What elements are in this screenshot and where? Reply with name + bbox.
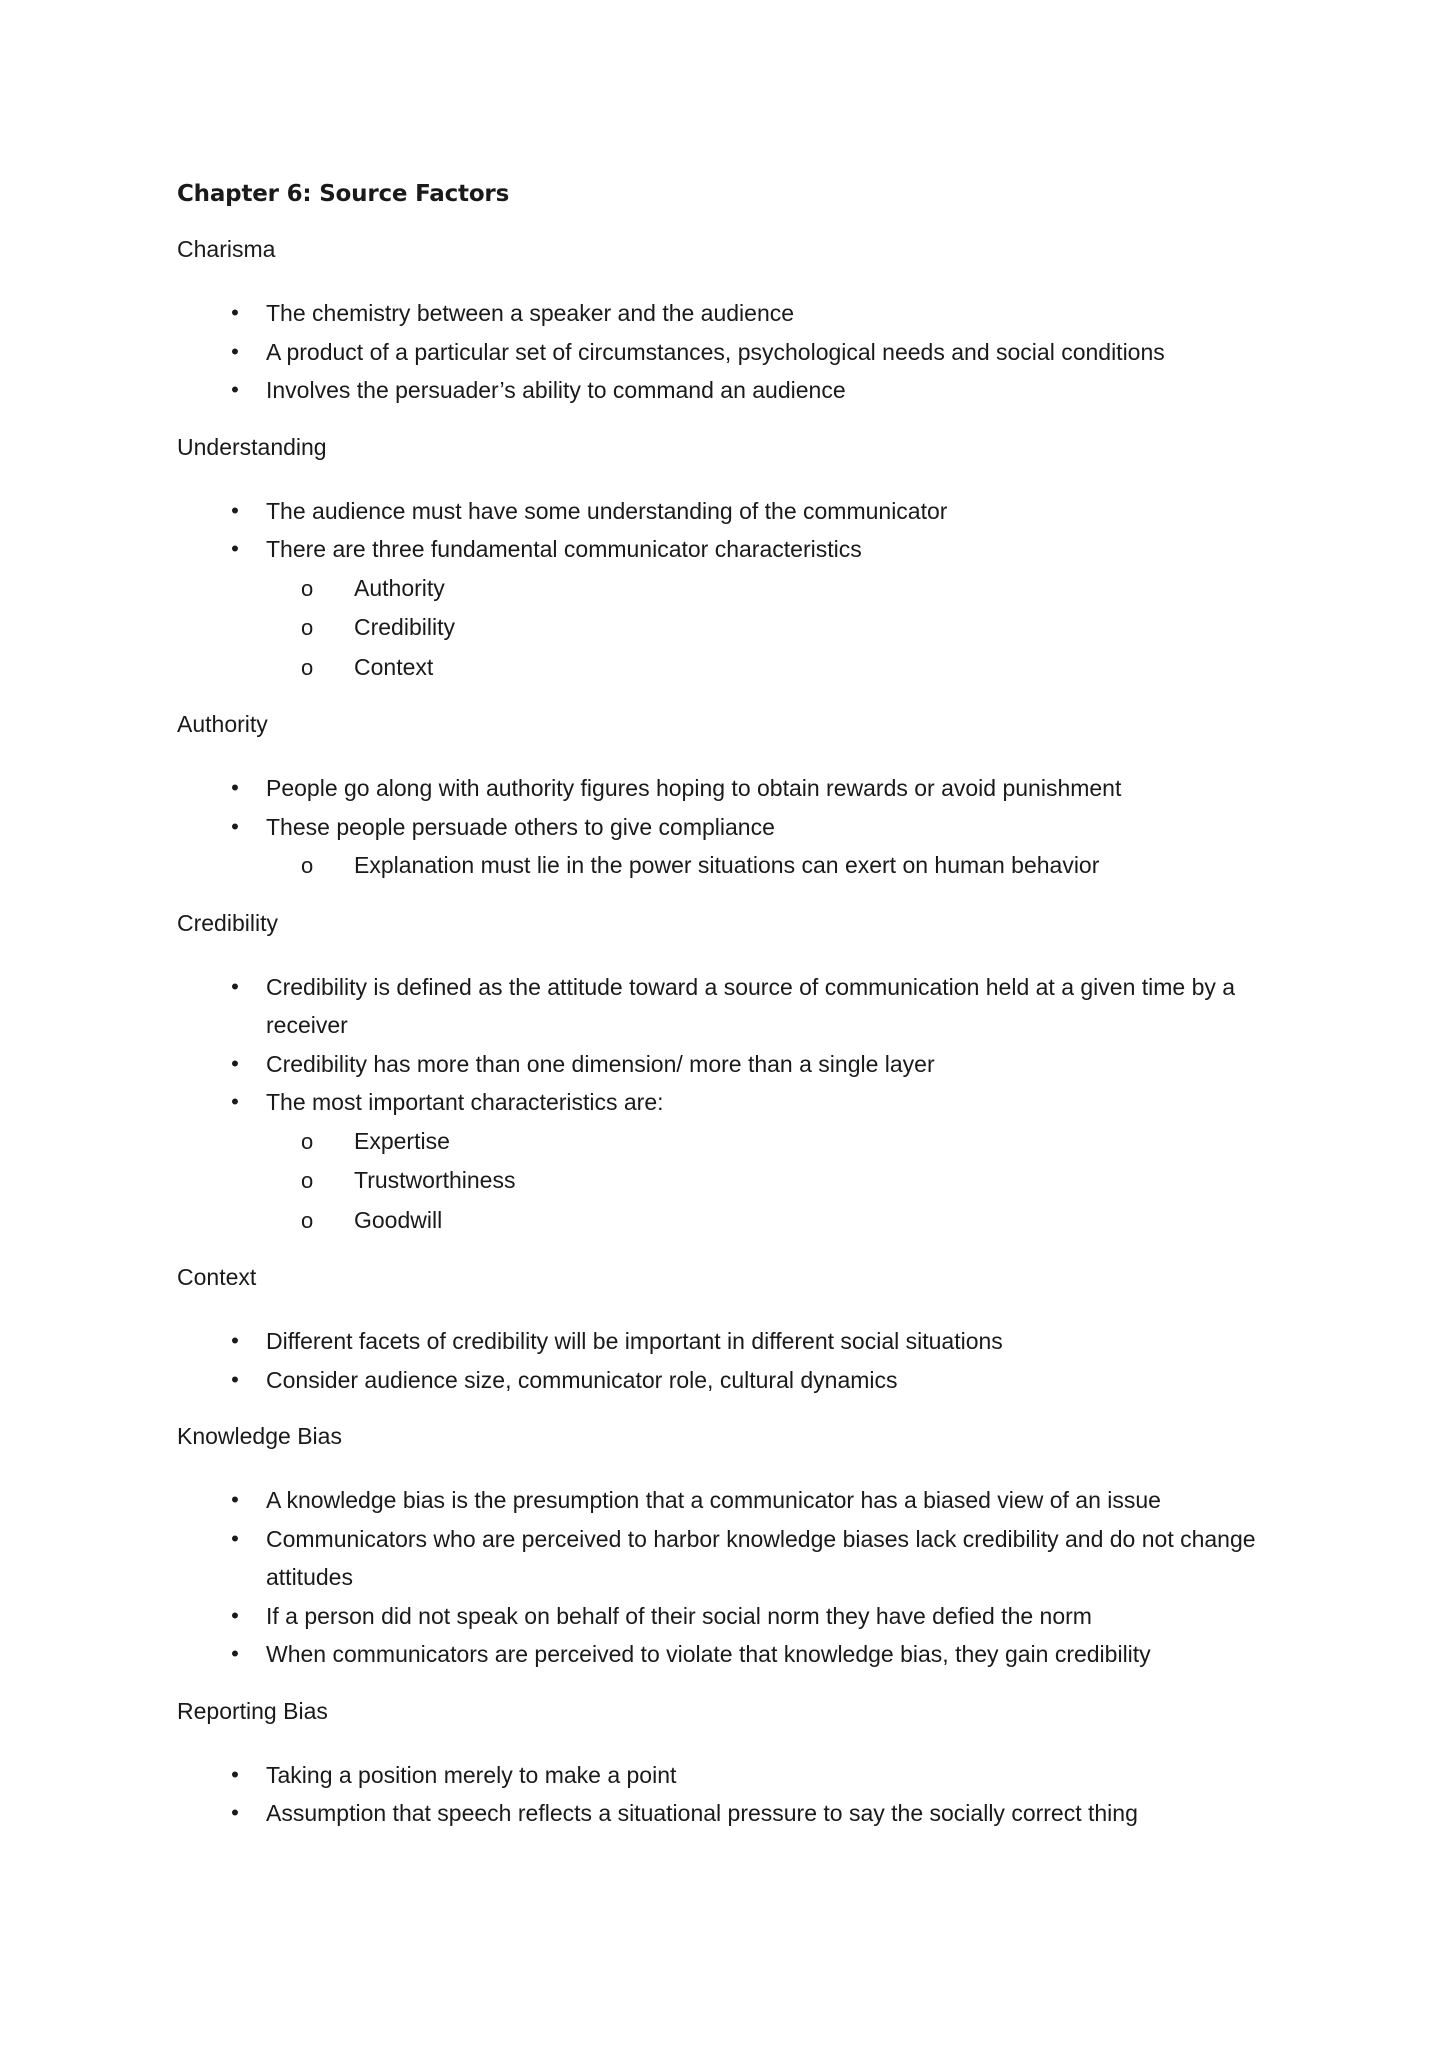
bullet-dot-icon: • [231,973,239,999]
bullet-dot-icon: • [231,1761,239,1787]
section-authority [177,707,1296,886]
bullet-item [177,294,1296,333]
sub-bullet-text: Explanation must lie in the power situations can exert on human behavior [354,852,1100,878]
bullet-item [177,371,1296,410]
sub-bullet-item [265,1201,1296,1241]
sub-bullet-text: Context [354,653,434,680]
bullet-dot-icon: • [231,1089,239,1114]
bullet-item [177,1045,1296,1084]
bullet-item [177,769,1296,808]
sub-bullet-circle-icon: o [301,1168,314,1193]
sub-bullet-list [265,1122,1296,1241]
sub-bullet-item [265,846,1296,886]
bullet-text: Different facets of credibility will be important in different social situations [266,1328,1003,1354]
bullet-item [177,1083,1296,1240]
bullet-dot-icon: • [231,1525,239,1551]
sub-bullet-text: Trustworthiness [354,1167,516,1193]
bullet-list [177,968,1296,1241]
bullet-dot-icon: • [231,377,239,402]
sub-bullet-text: Credibility [354,614,455,640]
bullet-dot-icon: • [231,813,239,839]
sub-bullet-list [265,846,1296,886]
bullet-text: Credibility has more than one dimension/ more than a single layer [266,1050,935,1077]
bullet-list [177,1322,1296,1399]
bullet-list [177,1756,1296,1833]
bullet-dot-icon: • [231,536,239,561]
section-heading: Understanding [177,433,327,460]
bullet-dot-icon: • [231,497,239,523]
section-understanding [177,430,1296,688]
bullet-text: There are three fundamental communicator characteristics [266,536,862,562]
sub-bullet-item [265,1161,1296,1201]
bullet-dot-icon: • [231,1641,239,1666]
bullet-text: The chemistry between a speaker and the audience [266,300,795,326]
bullet-text: When communicators are perceived to violate that knowledge bias, they gain credibility [266,1641,1151,1667]
sub-bullet-item [265,569,1296,609]
section-charisma [177,232,1296,410]
bullet-text: A knowledge bias is the presumption that a communicator has a biased view of an issue [266,1487,1161,1513]
bullet-dot-icon: • [231,300,239,325]
bullet-item [177,808,1296,886]
sub-bullet-circle-icon: o [301,853,314,878]
bullet-dot-icon: • [231,1602,239,1628]
bullet-text: Involves the persuader’s ability to command an audience [266,377,846,403]
bullet-dot-icon: • [231,1800,239,1825]
bullet-item [177,968,1296,1045]
bullet-dot-icon: • [231,1328,239,1353]
section-credibility [177,906,1296,1241]
bullet-dot-icon: • [231,1050,239,1076]
bullet-item [177,1361,1296,1400]
bullet-list [177,1481,1296,1674]
document-title: Chapter 6: Source Factors [177,181,510,207]
sub-bullet-text: Expertise [354,1127,450,1154]
sub-bullet-circle-icon: o [301,1128,314,1154]
sub-bullet-circle-icon: o [301,654,314,680]
bullet-text: Assumption that speech reflects a situational pressure to say the socially correct thing [266,1800,1138,1826]
bullet-text: Consider audience size, communicator role, cultural dynamics [266,1366,898,1393]
section-reporting-bias [177,1694,1296,1833]
bullet-dot-icon: • [231,1487,239,1512]
bullet-list [177,769,1296,886]
document-body [177,232,1296,1833]
sub-bullet-circle-icon: o [301,1207,314,1233]
bullet-item [177,1794,1296,1833]
bullet-item [177,1322,1296,1361]
sub-bullet-item [265,608,1296,648]
bullet-text: A product of a particular set of circumstances, psychological needs and social conditions [266,338,1165,365]
section-knowledge-bias [177,1419,1296,1674]
sub-bullet-text: Goodwill [354,1206,443,1233]
bullet-text: Credibility is defined as the attitude toward a source of communication held at a given time by a receiver [266,973,1236,1038]
bullet-text: If a person did not speak on behalf of their social norm they have defied the norm [266,1602,1092,1629]
bullet-item [177,530,1296,687]
bullet-item [177,492,1296,531]
bullet-item [177,1520,1296,1597]
bullet-text: Taking a position merely to make a point [266,1761,677,1788]
bullet-item [177,1481,1296,1520]
bullet-text: These people persuade others to give compliance [266,813,775,840]
sub-bullet-item [265,1122,1296,1162]
section-heading: Charisma [177,236,276,262]
bullet-text: People go along with authority figures hoping to obtain rewards or avoid punishment [266,775,1122,801]
sub-bullet-circle-icon: o [301,575,314,601]
section-heading: Context [177,1264,257,1290]
section-heading: Authority [177,711,268,737]
section-heading: Reporting Bias [177,1697,328,1724]
bullet-list [177,294,1296,410]
bullet-text: The most important characteristics are: [266,1089,664,1115]
bullet-item [177,333,1296,372]
section-heading: Knowledge Bias [177,1423,342,1449]
bullet-item [177,1756,1296,1795]
sub-bullet-circle-icon: o [301,615,314,640]
bullet-dot-icon: • [231,1366,239,1392]
bullet-item [177,1635,1296,1674]
sub-bullet-text: Authority [354,574,445,601]
bullet-text: Communicators who are perceived to harbor knowledge biases lack credibility and do not change attitudes [266,1525,1256,1590]
bullet-text: The audience must have some understanding of the communicator [266,497,948,524]
section-heading: Credibility [177,909,278,936]
bullet-dot-icon: • [231,775,239,800]
section-context [177,1260,1296,1399]
bullet-item [177,1597,1296,1636]
sub-bullet-item [265,648,1296,688]
bullet-dot-icon: • [231,338,239,364]
sub-bullet-list [265,569,1296,688]
bullet-list [177,492,1296,688]
